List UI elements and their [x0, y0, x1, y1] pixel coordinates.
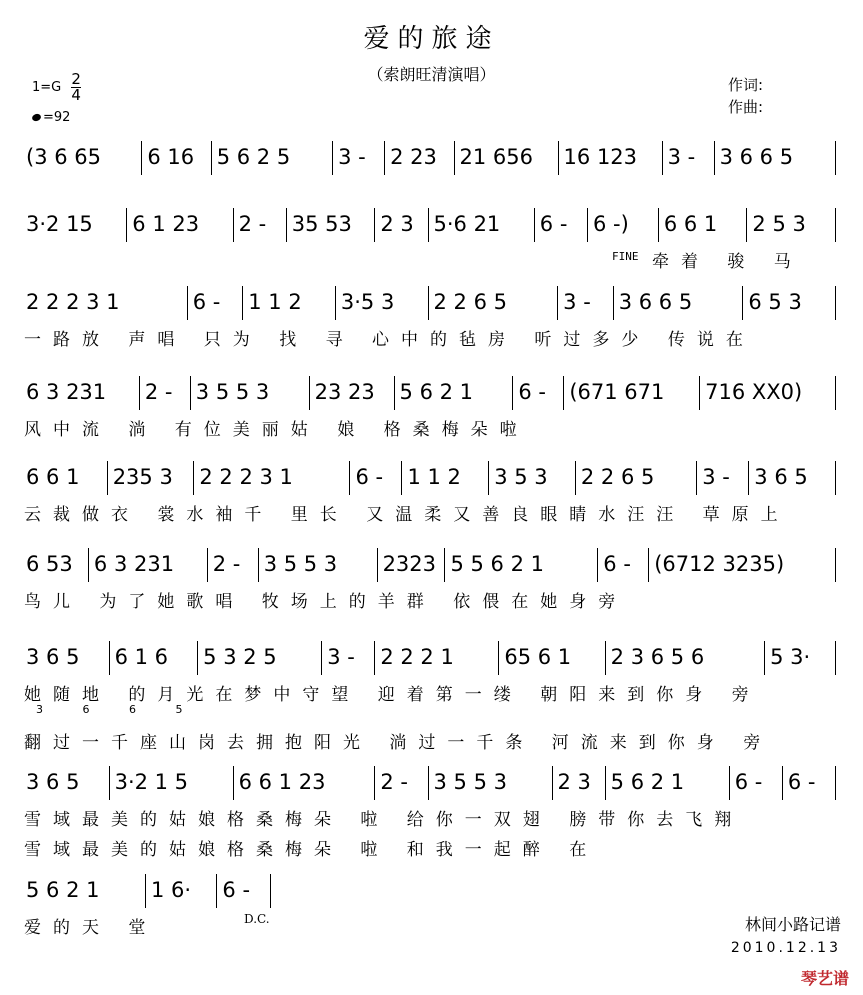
measure: 3 -: [563, 290, 591, 314]
bar-line: [270, 874, 271, 908]
time-sig-top: 2: [71, 70, 81, 88]
bar-line: [233, 766, 234, 800]
measure: 1 6·: [151, 878, 192, 902]
measure: 5 3 2 5: [203, 645, 277, 669]
bar-line: [394, 376, 395, 410]
measure: 6 -: [539, 212, 568, 236]
measure: 5 6 2 1: [610, 770, 685, 794]
bar-line: [835, 641, 836, 675]
measure: 3·2 1 5: [114, 770, 189, 794]
bar-line: [377, 548, 378, 582]
measure: 235 3: [112, 465, 173, 489]
bar-line: [349, 461, 350, 495]
bar-line: [835, 766, 836, 800]
measure: 2 2 2 1: [380, 645, 454, 669]
measure: 6 6 1 23: [238, 770, 326, 794]
measure: 3 6 5: [754, 465, 808, 489]
measure: 6 5 3: [748, 290, 802, 314]
bar-line: [658, 208, 659, 242]
measure: 5 6 2 1: [26, 878, 100, 902]
measure: 2 5 3: [752, 212, 806, 236]
bar-line: [557, 286, 558, 320]
bar-line: [332, 141, 333, 175]
key-signature: [32, 72, 81, 103]
dc-mark: D.C.: [244, 912, 270, 926]
bar-line: [187, 286, 188, 320]
quarter-note-icon: [31, 113, 42, 123]
lyric-line: 一路放 声唱 只为 找 寻 心中的毡房 听过多少 传说在: [24, 330, 755, 350]
bar-line: [835, 461, 836, 495]
bar-line: [139, 376, 140, 410]
bar-line: [729, 766, 730, 800]
bar-line: [145, 874, 146, 908]
measure: 3 -: [702, 465, 730, 489]
measure: 5 6 2 1: [399, 380, 474, 404]
bar-line: [109, 641, 110, 675]
measure: 2 -: [238, 212, 267, 236]
measure: 6 6 1: [26, 465, 80, 489]
bar-line: [662, 141, 663, 175]
measure: 3 6 6 5: [719, 145, 794, 169]
measure: 6 -: [518, 380, 547, 404]
subtitle: （索朗旺清演唱）: [367, 65, 496, 84]
bar-line: [498, 641, 499, 675]
bar-line: [605, 641, 606, 675]
measure: 5·6 21: [433, 212, 501, 236]
bar-line: [197, 641, 198, 675]
bar-line: [401, 461, 402, 495]
measure: 2 -: [212, 552, 241, 576]
lyric-line: 云裁做衣 裳水袖千 里长 又温柔又善良眼睛水汪汪 草原上: [24, 505, 790, 525]
measure: 3 5 5 3: [433, 770, 507, 794]
bar-line: [321, 641, 322, 675]
verse2-small-notes: 3 6 6 5: [36, 703, 201, 716]
verse2-lyric-line: 翻过一千座山岗去拥抱阳光 淌过一千条 河流来到你身 旁: [24, 733, 773, 753]
bar-line: [335, 286, 336, 320]
measure: 6 53: [26, 552, 73, 576]
measure: 6 3 231: [93, 552, 175, 576]
bar-line: [512, 376, 513, 410]
bar-line: [748, 461, 749, 495]
measure: 3·2 15: [26, 212, 93, 236]
lyric-line: 她随地 的月光在梦中守望 迎着第一缕 朝阳来到你身 旁: [24, 685, 761, 705]
bar-line: [613, 286, 614, 320]
measure: 2 2 2 3 1: [199, 465, 293, 489]
bar-line: [107, 461, 108, 495]
measure: 3 6 5: [26, 645, 80, 669]
credits: [728, 74, 763, 118]
bar-line: [141, 141, 142, 175]
measure: 35 53: [291, 212, 352, 236]
measure: 3 5 5 3: [263, 552, 338, 576]
bar-line: [648, 548, 649, 582]
bar-line: [764, 641, 765, 675]
measure: 6 -): [592, 212, 629, 236]
measure: 6 -: [603, 552, 631, 576]
measure: 6 -: [355, 465, 384, 489]
bar-line: [454, 141, 455, 175]
bar-line: [742, 286, 743, 320]
measure: 2 -: [380, 770, 408, 794]
date: 2010.12.13: [730, 940, 841, 956]
bar-line: [428, 286, 429, 320]
measure: (6712 3235): [654, 552, 785, 576]
bar-line: [258, 548, 259, 582]
measure: 5 3·: [770, 645, 811, 669]
bar-line: [587, 208, 588, 242]
bar-line: [309, 376, 310, 410]
bar-line: [190, 376, 191, 410]
bar-line: [193, 461, 194, 495]
lyric-line: 鸟儿 为了她歌唱 牧场上的羊群 依偎在她身旁: [24, 592, 628, 612]
bar-line: [552, 766, 553, 800]
lyric-line: 爱的天 堂: [24, 918, 158, 938]
measure: 3 -: [338, 145, 366, 169]
measure: 716 XX0): [705, 380, 803, 404]
composer-label: 作曲:: [728, 98, 764, 116]
bar-line: [835, 376, 836, 410]
measure: 6 6 1: [663, 212, 718, 236]
measure: 2 2 6 5: [580, 465, 655, 489]
lyric-line: 雪域最美的姑娘格桑梅朵 啦 给你一双翅 膀带你去飞翔: [24, 810, 744, 830]
bar-line: [835, 208, 836, 242]
measure: 3 6 5: [26, 770, 80, 794]
measure: 3 5 5 3: [195, 380, 270, 404]
measure: 3·5 3: [340, 290, 395, 314]
fine-mark: FINE: [612, 250, 639, 263]
measure: 65 6 1: [504, 645, 572, 669]
bar-line: [835, 548, 836, 582]
bar-line: [286, 208, 287, 242]
bar-line: [428, 766, 429, 800]
bar-line: [835, 286, 836, 320]
measure: 1 1 2: [248, 290, 302, 314]
bar-line: [374, 766, 375, 800]
bar-line: [534, 208, 535, 242]
measure: 6 1 6: [114, 645, 169, 669]
measure: 6 -: [222, 878, 251, 902]
bar-line: [782, 766, 783, 800]
measure: 6 1 23: [132, 212, 200, 236]
bar-line: [88, 548, 89, 582]
bar-line: [216, 874, 217, 908]
bar-line: [444, 548, 445, 582]
bar-line: [207, 548, 208, 582]
measure: 2323: [382, 552, 437, 576]
bar-line: [428, 208, 429, 242]
bar-line: [835, 141, 836, 175]
bar-line: [563, 376, 564, 410]
measure: (3 6 65: [26, 145, 101, 169]
measure: 2 23: [390, 145, 437, 169]
bar-line: [374, 641, 375, 675]
measure: 21 656: [459, 145, 533, 169]
lyric-line: 风中流 淌 有位美丽姑 娘 格桑梅朵啦: [24, 420, 529, 440]
page-title: 爱的旅途: [363, 24, 500, 54]
bar-line: [746, 208, 747, 242]
bar-line: [605, 766, 606, 800]
measure: 2 3: [557, 770, 591, 794]
measure: 1 1 2: [407, 465, 461, 489]
lyric-line: 牵着 骏 马: [652, 252, 803, 272]
bar-line: [233, 208, 234, 242]
measure: 2 3: [380, 212, 414, 236]
measure: 23 23: [314, 380, 375, 404]
time-sig-bottom: 4: [71, 86, 81, 104]
measure: 2 3 6 5 6: [610, 645, 705, 669]
measure: 3 6 6 5: [618, 290, 693, 314]
transcriber: 林间小路记谱: [744, 915, 841, 934]
measure: 16 123: [563, 145, 638, 169]
measure: 2 -: [144, 380, 173, 404]
bar-line: [374, 208, 375, 242]
bar-line: [558, 141, 559, 175]
key-label: 1=G: [32, 80, 62, 95]
measure: 6 16: [147, 145, 195, 169]
measure: 5 5 6 2 1: [450, 552, 544, 576]
bar-line: [126, 208, 127, 242]
measure: 2 2 2 3 1: [26, 290, 120, 314]
bar-line: [384, 141, 385, 175]
bar-line: [109, 766, 110, 800]
brand-logo: 琴艺谱: [800, 969, 849, 988]
bar-line: [242, 286, 243, 320]
bar-line: [488, 461, 489, 495]
measure: 6 -: [787, 770, 816, 794]
lyricist-label: 作词:: [728, 76, 764, 94]
measure: 6 -: [734, 770, 763, 794]
bar-line: [699, 376, 700, 410]
measure: 3 -: [667, 145, 696, 169]
measure: 3 5 3: [494, 465, 548, 489]
measure: (671 671: [569, 380, 665, 404]
measure: 6 -: [192, 290, 221, 314]
bar-line: [714, 141, 715, 175]
verse3-lyric-line: 雪域最美的姑娘格桑梅朵 啦 和我一起醉 在: [24, 840, 599, 860]
bar-line: [597, 548, 598, 582]
bar-line: [211, 141, 212, 175]
measure: 5 6 2 5: [216, 145, 291, 169]
measure: 3 -: [327, 645, 355, 669]
tempo-mark: [32, 110, 70, 125]
bar-line: [575, 461, 576, 495]
bar-line: [696, 461, 697, 495]
measure: 2 2 6 5: [433, 290, 507, 314]
tempo-value: =92: [43, 110, 71, 125]
measure: 6 3 231: [26, 380, 107, 404]
